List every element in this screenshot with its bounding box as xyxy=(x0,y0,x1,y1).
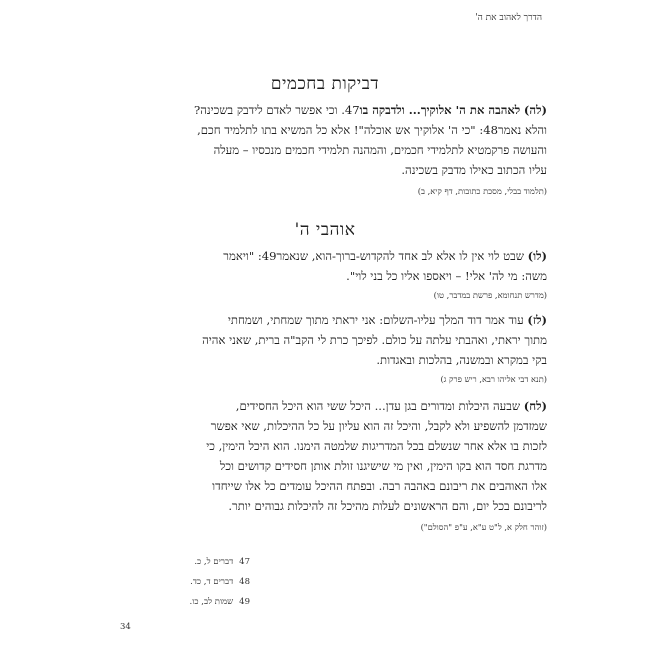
passage-line xyxy=(121,396,547,416)
source-citation: (מדרש תנחומא, פרשת במדבר, טו) xyxy=(433,290,547,300)
passage-line xyxy=(121,310,547,330)
passage-line xyxy=(121,100,547,120)
passage-marker: (לה) xyxy=(523,103,547,117)
passage-text: 47. וכי אפשר לאדם לידבק בשכינה? xyxy=(193,103,360,117)
passage-line: מדרגת חסד הוא בקו הימין, ואין מי שישיגנו זולת אותן חסידים קדושים וכל xyxy=(219,459,547,473)
passage-line: לריבונם בכל יום, והם הראשונים לעלות מהיכל זה להיכלות גבוהים יותר. xyxy=(228,499,547,513)
running-head: הדרך לאהוב את ה' xyxy=(475,13,542,23)
footnote xyxy=(120,596,250,616)
passage-line xyxy=(121,246,547,266)
passage-text: שבעה היכלות ומדורים בגן עדן... היכל ששי הוא היכל החסידים, xyxy=(235,399,521,413)
passage-36 xyxy=(121,246,547,286)
passage-marker: (לח) xyxy=(523,399,547,413)
passage-marker: (לז) xyxy=(527,313,547,327)
bold-quote: לאהבה את ה' אלוקיך... ולדבקה בו xyxy=(359,103,521,117)
source-citation: (זוהר חלק א, ל"ט ע"א, ע"פ "הסולם") xyxy=(420,522,547,532)
passage-text: שבט לוי אין לו אלא לב אחד להקדוש-ברוך-הוא, שנאמר49: "ויאמר xyxy=(223,249,524,263)
passage-line: מתוך יראתי, ואהבתי עלתה על כולם. לפיכך כרת לי הקב"ה ברית, שאני אהיה xyxy=(202,333,547,347)
footnotes xyxy=(120,556,250,616)
section-title: אוהבי ה' xyxy=(294,220,356,240)
footnote xyxy=(120,556,250,576)
passage-line: והעושה פרקמטיא לתלמידי חכמים, והמהנה תלמידי חכמים מנכסיו – מעלה xyxy=(213,143,547,157)
passage-marker: (לו) xyxy=(527,249,547,263)
footnote xyxy=(120,576,250,596)
passage-38 xyxy=(121,396,547,516)
passage-line: אלו האוהבים את ריבונם באהבה רבה. ובפתח ההיכל עומדים כל אלו שייחדו xyxy=(212,479,547,493)
footnote-number: 48 xyxy=(239,577,250,587)
passage-line: משה: מי לה' אלי! – ויאספו אליו כל בני לוי". xyxy=(346,269,547,283)
footnote-text: דברים ל, כ. xyxy=(194,557,234,567)
passage-line: והלא נאמר48: "כי ה' אלוקיך אש אוכלה"! אלא כל המשיא בתו לתלמיד חכם, xyxy=(197,123,547,137)
passage-line: עליו הכתוב כאילו מדבק בשכינה. xyxy=(401,163,547,177)
passage-line: לזכות בו אלא אחר שנשלם בכל המדריגות שלמטה הימנו. הוא היכל הימין, כי xyxy=(206,439,547,453)
page-number: 34 xyxy=(120,622,131,632)
passage-35 xyxy=(121,100,547,180)
passage-line: שמזדמן להשפיע ולא לקבל, והיכל זה הוא עליון על כל ההיכלות, שאי אפשר xyxy=(210,419,547,433)
passage-37 xyxy=(121,310,547,370)
source-citation: (תלמוד בבלי, מסכת כתובות, דף קיא, ב) xyxy=(417,186,547,196)
footnote-number: 47 xyxy=(239,557,250,567)
footnote-text: שמות לב, כו. xyxy=(189,597,234,607)
section-title: דביקות בחכמים xyxy=(270,74,380,94)
passage-line: בקי במקרא ובמשנה, בהלכות ובאגדות. xyxy=(376,353,547,367)
footnote-number: 49 xyxy=(239,597,250,607)
passage-text: עוד אמר דוד המלך עליו-השלום: אני יראתי מתוך שמחתי, ושמחתי xyxy=(227,313,524,327)
source-citation: (תנא דבי אליהו רבא, ריש פרק ג) xyxy=(440,374,547,384)
footnote-text: דברים ד, כד. xyxy=(190,577,234,587)
